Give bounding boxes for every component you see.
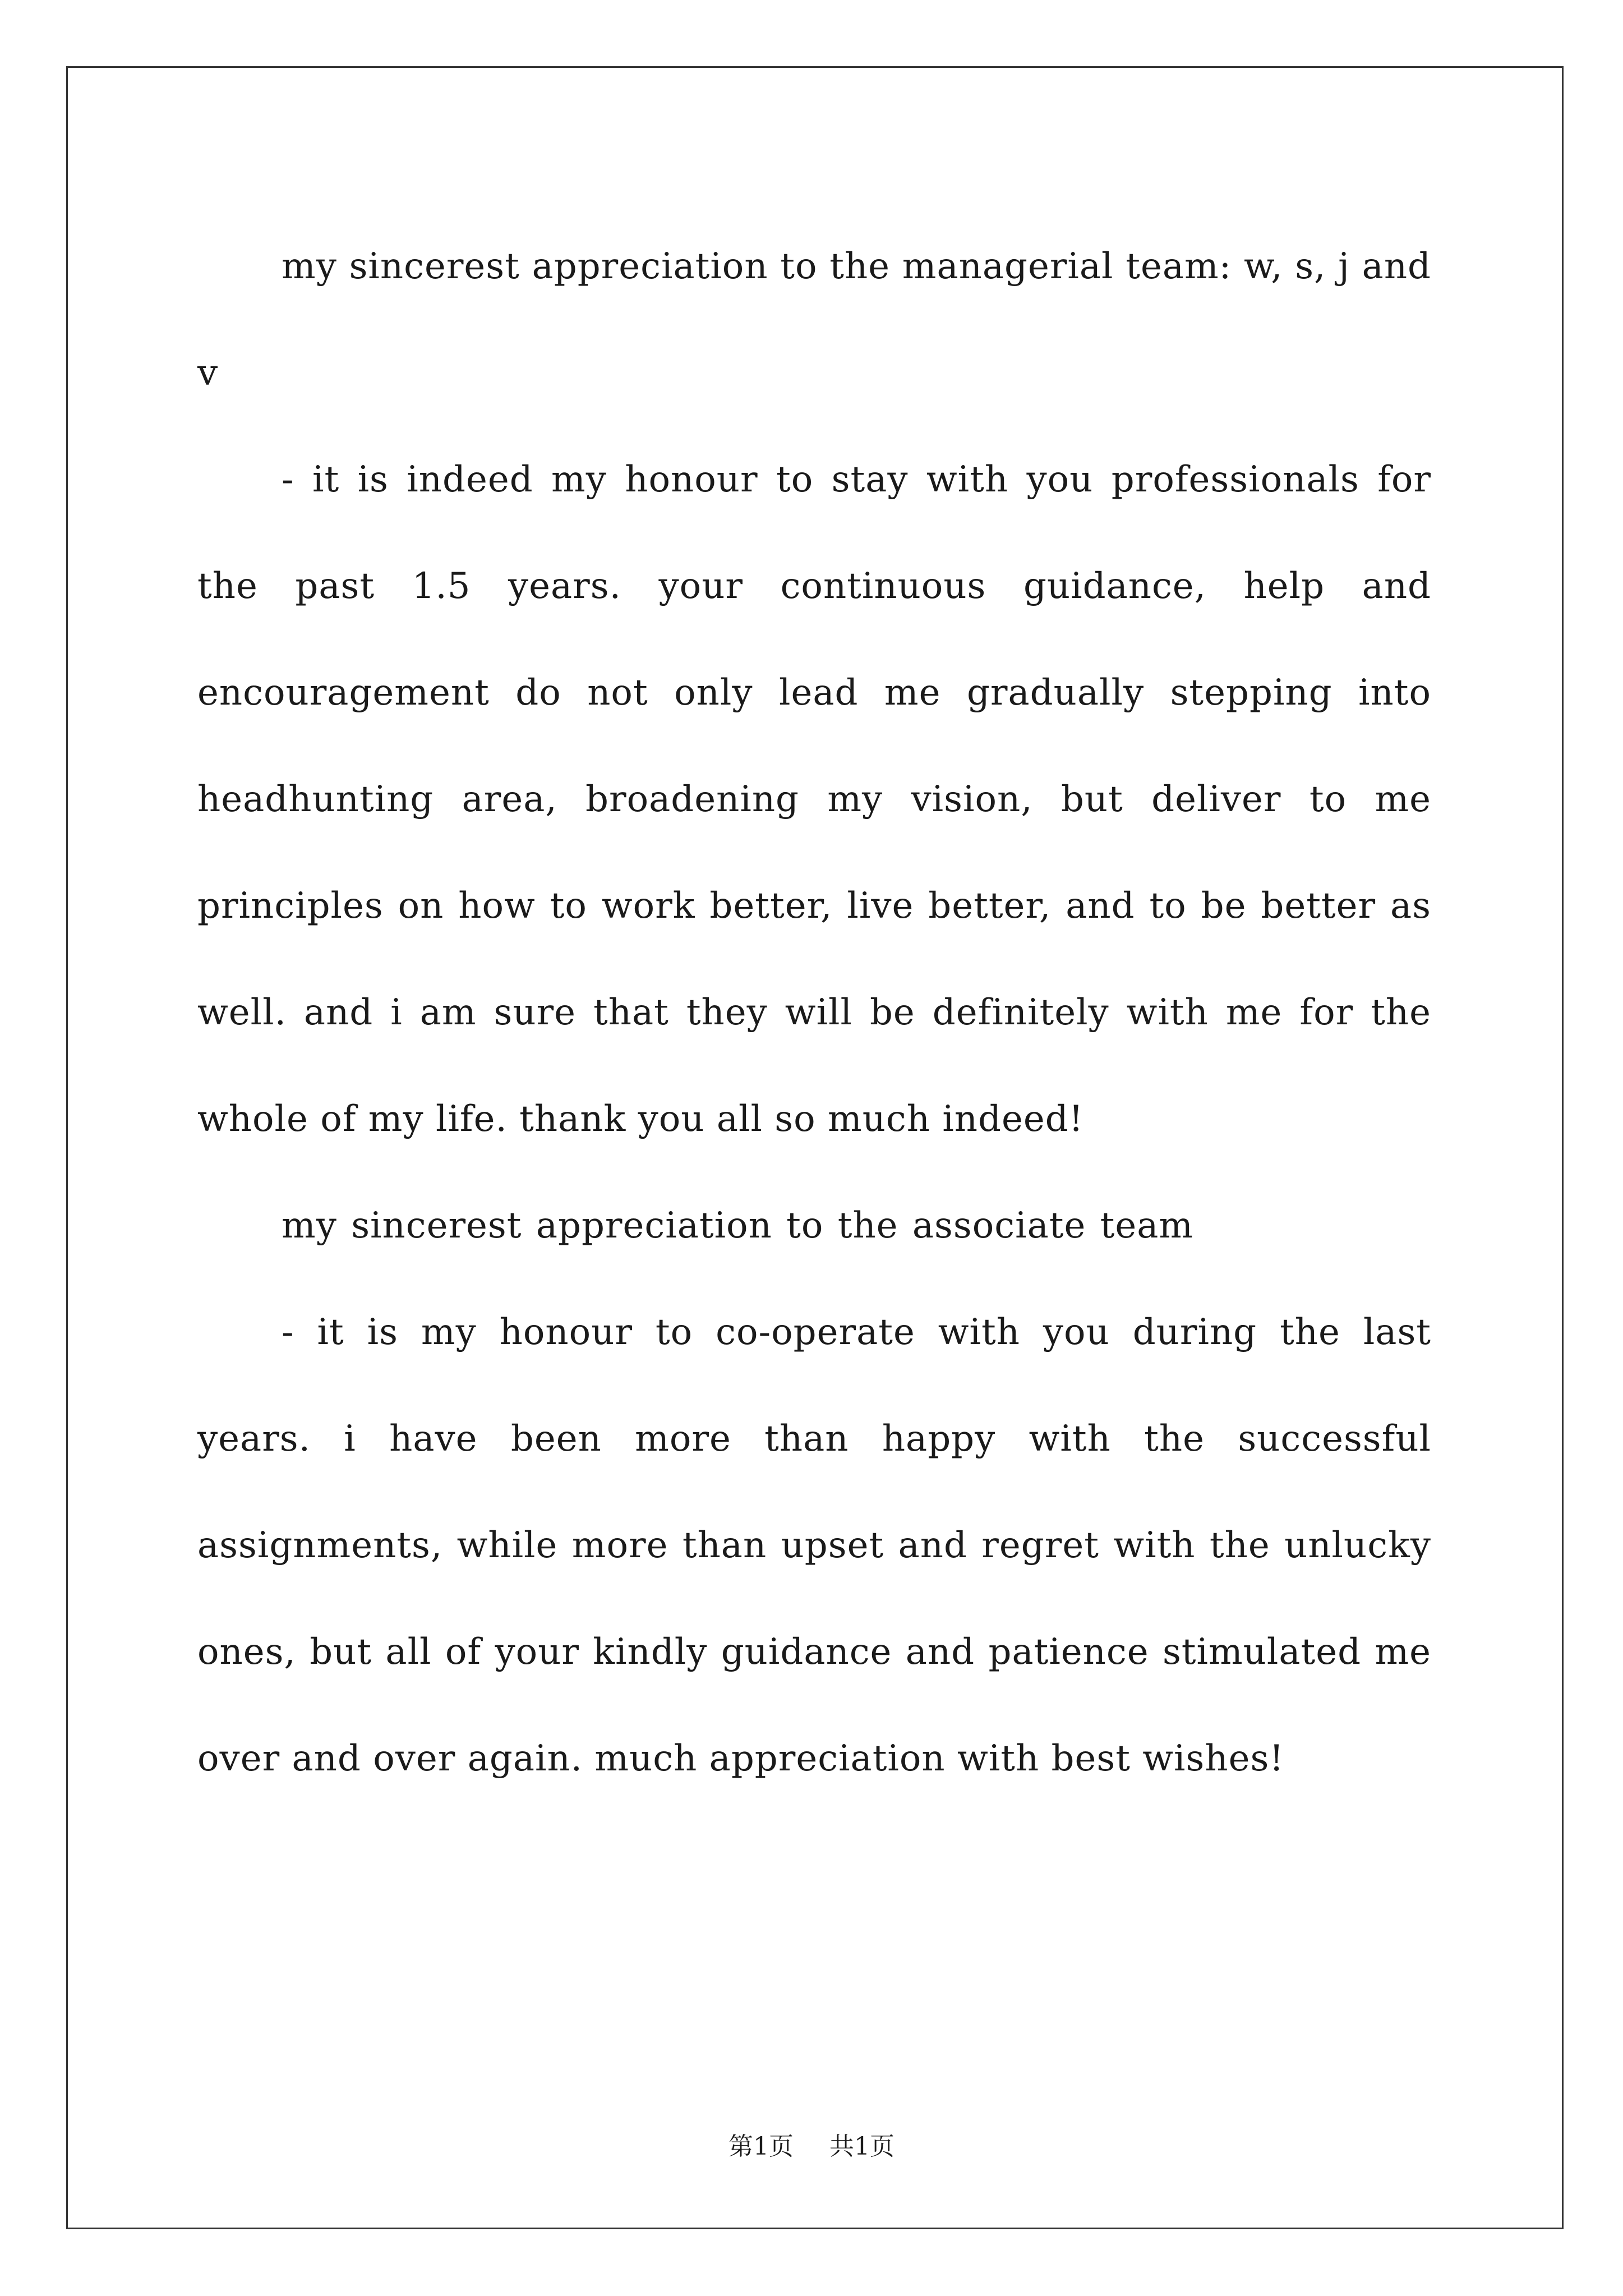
paragraph-associate-body: - it is my honour to co-operate with you during the last years. i have been more than happy with the successful assignments, while more than upset and regret with the unlucky ones, but all of your kindly guidance and patience stimulated me over and over again. much appreciation with best wishes! xyxy=(197,1312,1431,1779)
paragraph-managerial-body: - it is indeed my honour to stay with you professionals for the past 1.5 years. your continuous guidance, help and encouragement do not only lead me gradually stepping into headhunting area, broadening my vision, but deliver to me principles on how to work better, live better, and to be better as well. and i am sure that they will be definitely with me for the whole of my life. thank you all so much indeed! xyxy=(197,459,1431,1140)
page-footer xyxy=(0,2126,1623,2162)
paragraph-managerial-heading: my sincerest appreciation to the managerial team: w, s, j and v xyxy=(197,246,1431,394)
paragraph-associate-heading: my sincerest appreciation to the associate team xyxy=(282,1205,1194,1246)
document-body xyxy=(197,213,1431,1812)
page-total: 共1页 xyxy=(829,2132,895,2161)
page-number: 第1页 xyxy=(728,2132,794,2161)
